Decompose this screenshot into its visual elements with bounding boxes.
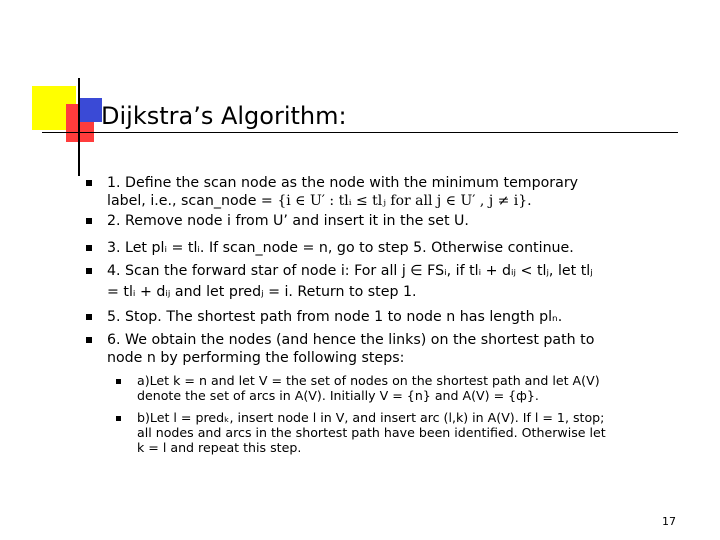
sub-bullet-marker bbox=[116, 379, 121, 384]
decor-blue-square bbox=[78, 98, 102, 122]
bullet-1-line-1: 1. Define the scan node as the node with the minimum temporary bbox=[107, 175, 579, 191]
bullet-1-line-2 bbox=[107, 192, 532, 210]
sub-bullet-b-line-1: b)Let l = predₖ, insert node l in V, and insert arc (l,k) in A(V). If l = 1, stop; bbox=[137, 410, 605, 425]
bullet-marker bbox=[86, 314, 92, 320]
slide-title: Dijkstra’s Algorithm: bbox=[101, 102, 347, 130]
bullet-2-line-1: 2. Remove node i from U’ and insert it in the set U. bbox=[107, 213, 469, 229]
bullet-1-line-2-text: label, i.e., scan_node = bbox=[107, 193, 273, 209]
decor-vertical-line bbox=[78, 78, 80, 176]
bullet-marker bbox=[86, 180, 92, 186]
bullet-4-line-2: = tlᵢ + dᵢⱼ and let predⱼ = i. Return to step 1. bbox=[107, 284, 417, 300]
bullet-marker bbox=[86, 218, 92, 224]
bullet-6-line-1: 6. We obtain the nodes (and hence the links) on the shortest path to bbox=[107, 332, 595, 348]
bullet-6-line-2: node n by performing the following steps: bbox=[107, 350, 405, 366]
sub-bullet-b-line-2: all nodes and arcs in the shortest path have been identified. Otherwise let bbox=[137, 425, 606, 440]
bullet-5-line-1: 5. Stop. The shortest path from node 1 to node n has length plₙ. bbox=[107, 309, 563, 325]
bullet-marker bbox=[86, 245, 92, 251]
bullet-4-line-1: 4. Scan the forward star of node i: For all j ∈ FSᵢ, if tlᵢ + dᵢⱼ < tlⱼ, let tlⱼ bbox=[107, 263, 593, 279]
page-number: 17 bbox=[662, 515, 676, 528]
bullet-3-line-1: 3. Let plᵢ = tlᵢ. If scan_node = n, go to step 5. Otherwise continue. bbox=[107, 240, 574, 256]
bullet-marker bbox=[86, 337, 92, 343]
sub-bullet-b-line-3: k = l and repeat this step. bbox=[137, 440, 302, 455]
sub-bullet-a-line-2: denote the set of arcs in A(V). Initially V = {n} and A(V) = {ф}. bbox=[137, 388, 539, 403]
title-underline bbox=[42, 132, 678, 133]
sub-bullet-a-line-1: a)Let k = n and let V = the set of nodes on the shortest path and let A(V) bbox=[137, 373, 600, 388]
bullet-marker bbox=[86, 268, 92, 274]
scan-node-formula: {i ∈ U′ : tlᵢ ≤ tlⱼ for all j ∈ U′ , j ≠ i}. bbox=[277, 193, 532, 209]
sub-bullet-marker bbox=[116, 416, 121, 421]
